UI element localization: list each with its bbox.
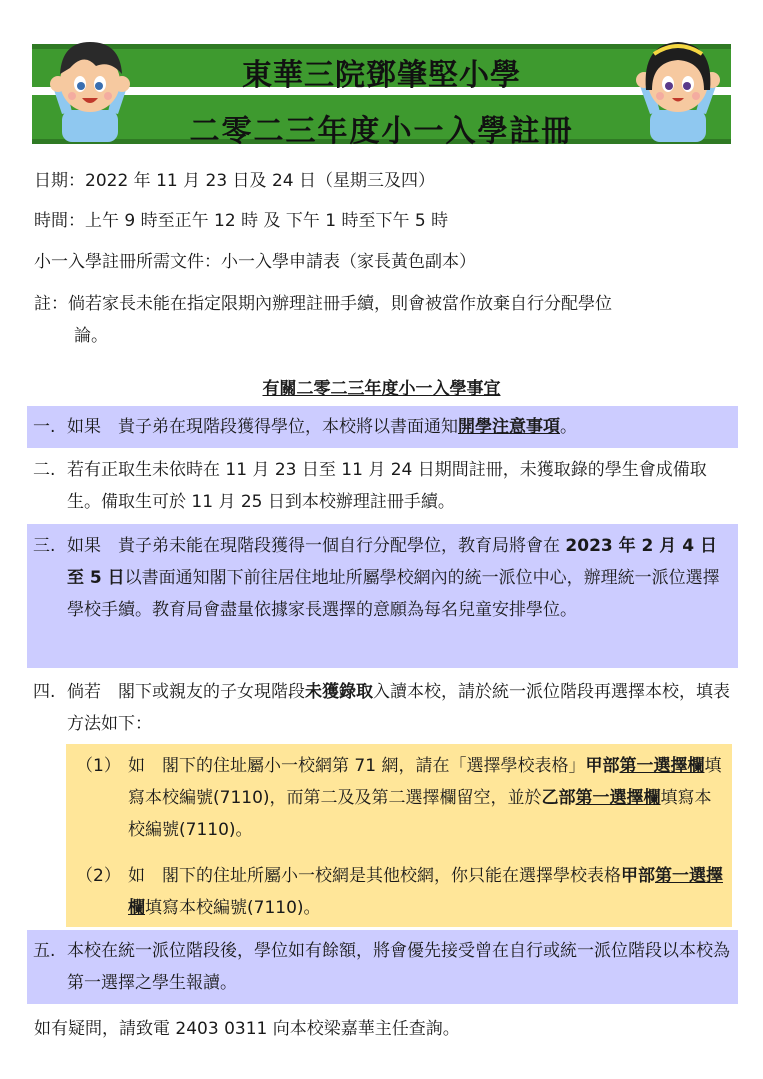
date-line: 日期：2022 年 11 月 23 日及 24 日（星期三及四） <box>34 171 435 191</box>
note-line-1: 註：倘若家長未能在指定限期內辦理註冊手續，則會被當作放棄自行分配學位 <box>34 294 612 314</box>
item-text: 填寫本校編號(7110)。 <box>128 788 712 840</box>
item-bold-text: 乙部 <box>541 788 576 808</box>
item-bold-text: 第一選擇欄 <box>575 788 661 808</box>
item-text: 如 閣下的住址所屬小一校網是其他校網，你只能在選擇學校表格 <box>128 866 621 886</box>
item-bold-text: 甲部 <box>585 756 620 776</box>
subpoint-1 <box>66 750 732 846</box>
footer-contact: 如有疑問，請致電 2403 0311 向本校梁嘉華主任查詢。 <box>34 1019 460 1039</box>
item-text: 以書面通知閣下前往居住地址所屬學校網內的統一派位中心，辦理統一派位選擇學校手續。教育局會盡量依據家長選擇的意願為每名兒童安排學位。 <box>67 568 720 620</box>
item-number: 四. <box>33 682 56 702</box>
item-bold-text: 開學注意事項 <box>458 417 560 437</box>
item-text: 本校在統一派位階段後，學位如有餘額，將會優先接受曾在自行或統一派位階段以本校為第一選擇之學生報讀。 <box>67 941 730 993</box>
item-text: 。 <box>560 417 577 437</box>
note-line-2: 論。 <box>74 326 108 346</box>
item-two <box>27 452 738 520</box>
item-text: 如 閣下的住址屬小一校網第 71 網，請在「選擇學校表格」 <box>128 756 586 776</box>
item-bold-text: 2023 年 2 月 4 日至 5 日 <box>67 536 717 588</box>
subpoint-number: （1） <box>76 756 121 776</box>
subpoint-2 <box>66 860 732 924</box>
item-number: 五. <box>33 941 56 961</box>
item-text: 如果 貴子弟未能在現階段獲得一個自行分配學位，教育局將會在 <box>67 536 566 556</box>
item-number: 一. <box>33 417 56 437</box>
subpoint-number: （2） <box>76 866 121 886</box>
item-four-subpoints <box>66 744 732 927</box>
item-text: 填寫本校編號(7110)。 <box>145 898 321 918</box>
school-name: 東華三院鄧肇堅小學 <box>242 58 521 93</box>
item-text: 若有正取生未依時在 11 月 23 日至 11 月 24 日期間註冊，未獲取錄的學生會成備取生。備取生可於 11 月 25 日到本校辦理註冊手續。 <box>67 460 707 512</box>
item-number: 三. <box>33 536 56 556</box>
documents-line: 小一入學註冊所需文件：小一入學申請表（家長黃色副本） <box>34 252 476 272</box>
event-title: 二零二三年度小一入學註冊 <box>189 114 574 149</box>
item-five <box>27 930 738 1004</box>
item-bold-text: 未獲錄取 <box>305 682 373 702</box>
item-text: 填寫本校編號(7110)，而第二及及第二選擇欄留空，並於 <box>128 756 722 808</box>
item-text: 倘若 閣下或親友的子女現階段 <box>67 682 305 702</box>
note <box>34 288 734 352</box>
item-four <box>27 674 738 742</box>
item-one <box>27 406 738 448</box>
item-bold-text: 第一選擇欄 <box>619 756 705 776</box>
item-bold-text: 甲部 <box>621 866 655 886</box>
item-number: 二. <box>33 460 56 480</box>
section-heading: 有關二零二三年度小一入學事宜 <box>262 379 501 399</box>
time-line: 時間：上午 9 時至正午 12 時 及 下午 1 時至下午 5 時 <box>34 211 449 231</box>
item-text: 入讀本校，請於統一派位階段再選擇本校，填表方法如下： <box>67 682 730 734</box>
item-bold-text: 第一選擇欄 <box>128 866 723 918</box>
item-three <box>27 524 738 668</box>
item-text: 如果 貴子弟在現階段獲得學位，本校將以書面通知 <box>67 417 458 437</box>
